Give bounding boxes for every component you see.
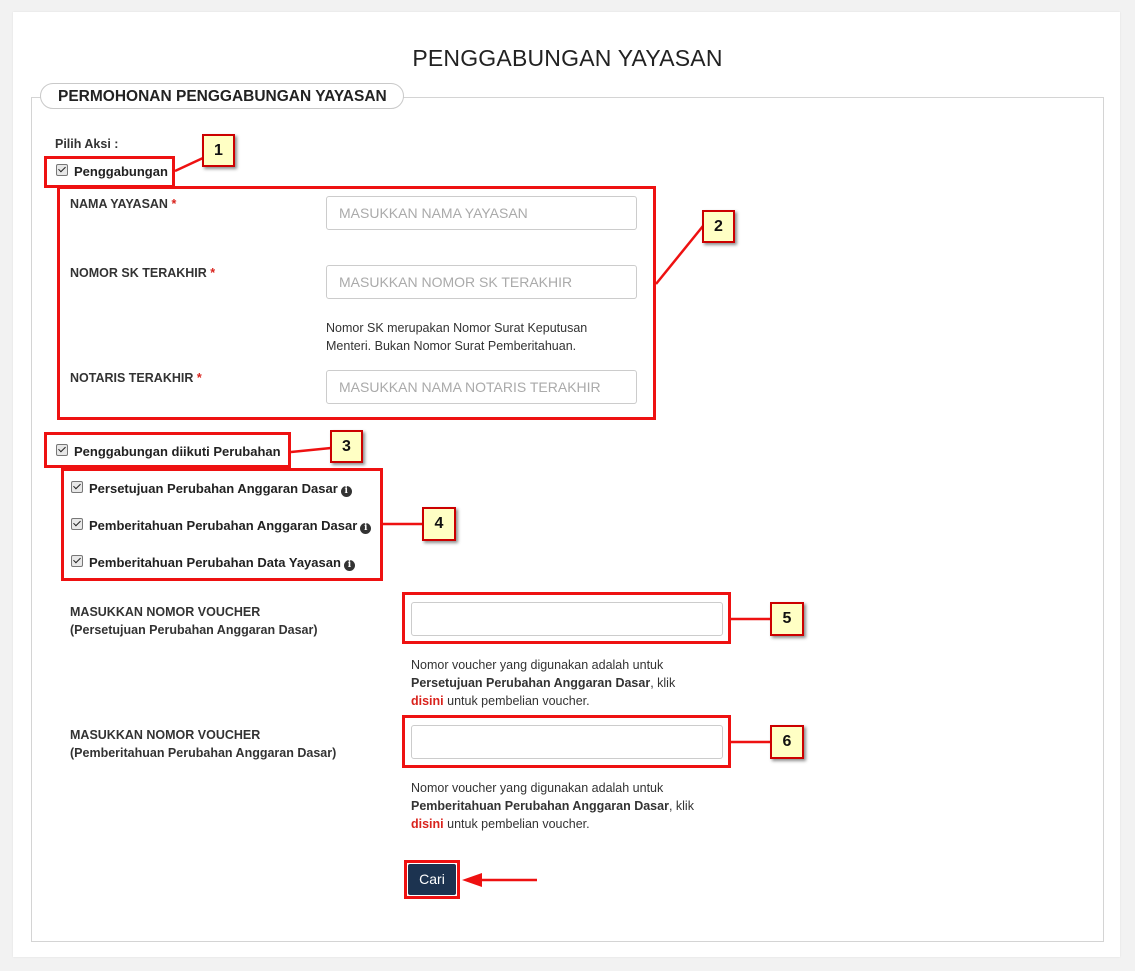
required-mark: * [171, 197, 177, 211]
sub-option-label: Persetujuan Perubahan Anggaran Dasar [89, 481, 338, 496]
voucher2-buy-link[interactable]: disini [411, 817, 444, 831]
pilih-aksi-label: Pilih Aksi : [55, 137, 119, 151]
penggabungan-label: Penggabungan [74, 164, 168, 179]
voucher2-help-after: , klik [668, 799, 694, 813]
voucher2-help-bold: Pemberitahuan Perubahan Anggaran Dasar [411, 799, 669, 813]
callout-4: 4 [422, 507, 456, 541]
voucher2-label-line1: MASUKKAN NOMOR VOUCHER [70, 728, 261, 742]
sub-option-label: Pemberitahuan Perubahan Anggaran Dasar [89, 518, 358, 533]
voucher1-label-line1: MASUKKAN NOMOR VOUCHER [70, 605, 261, 619]
callout-3: 3 [330, 430, 363, 463]
cari-button[interactable]: Cari [408, 864, 456, 895]
connector-3 [291, 448, 331, 452]
nomor-sk-help-line1: Nomor SK merupakan Nomor Surat Keputusan [326, 321, 588, 335]
voucher2-help-end: untuk pembelian voucher. [443, 817, 590, 831]
callout-2: 2 [702, 210, 735, 243]
callout-1: 1 [202, 134, 235, 167]
voucher1-buy-link[interactable]: disini [411, 694, 444, 708]
nomor-sk-help-line2: Menteri. Bukan Nomor Surat Pemberitahuan. [326, 339, 577, 353]
callout-5: 5 [770, 602, 804, 636]
voucher2-help-line1: Nomor voucher yang digunakan adalah untuk [411, 781, 664, 795]
voucher2-label-line2: (Pemberitahuan Perubahan Anggaran Dasar) [70, 746, 337, 760]
info-circle-icon[interactable]: i [341, 486, 352, 497]
notaris-label-text: NOTARIS TERAKHIR [70, 371, 194, 385]
page-title: PENGGABUNGAN YAYASAN [412, 45, 723, 71]
nomor-sk-label-text: NOMOR SK TERAKHIR [70, 266, 207, 280]
arrow-left-icon [462, 873, 482, 887]
voucher1-help-bold: Persetujuan Perubahan Anggaran Dasar [411, 676, 651, 690]
voucher1-label-line2: (Persetujuan Perubahan Anggaran Dasar) [70, 623, 318, 637]
penggabungan-perubahan-label: Penggabungan diikuti Perubahan [74, 444, 281, 459]
required-mark: * [196, 371, 202, 385]
callout-6: 6 [770, 725, 804, 759]
voucher1-help-end: untuk pembelian voucher. [443, 694, 590, 708]
required-mark: * [210, 266, 216, 280]
info-circle-icon[interactable]: i [360, 523, 371, 534]
sub-option-label: Pemberitahuan Perubahan Data Yayasan [89, 555, 341, 570]
voucher1-help-after: , klik [650, 676, 676, 690]
info-circle-icon[interactable]: i [344, 560, 355, 571]
nama-yayasan-label-text: NAMA YAYASAN [70, 197, 168, 211]
fieldset-legend: PERMOHONAN PENGGABUNGAN YAYASAN [40, 83, 404, 109]
voucher1-help-line1: Nomor voucher yang digunakan adalah untuk [411, 658, 664, 672]
connector-1 [175, 158, 203, 171]
connector-2 [656, 226, 703, 284]
